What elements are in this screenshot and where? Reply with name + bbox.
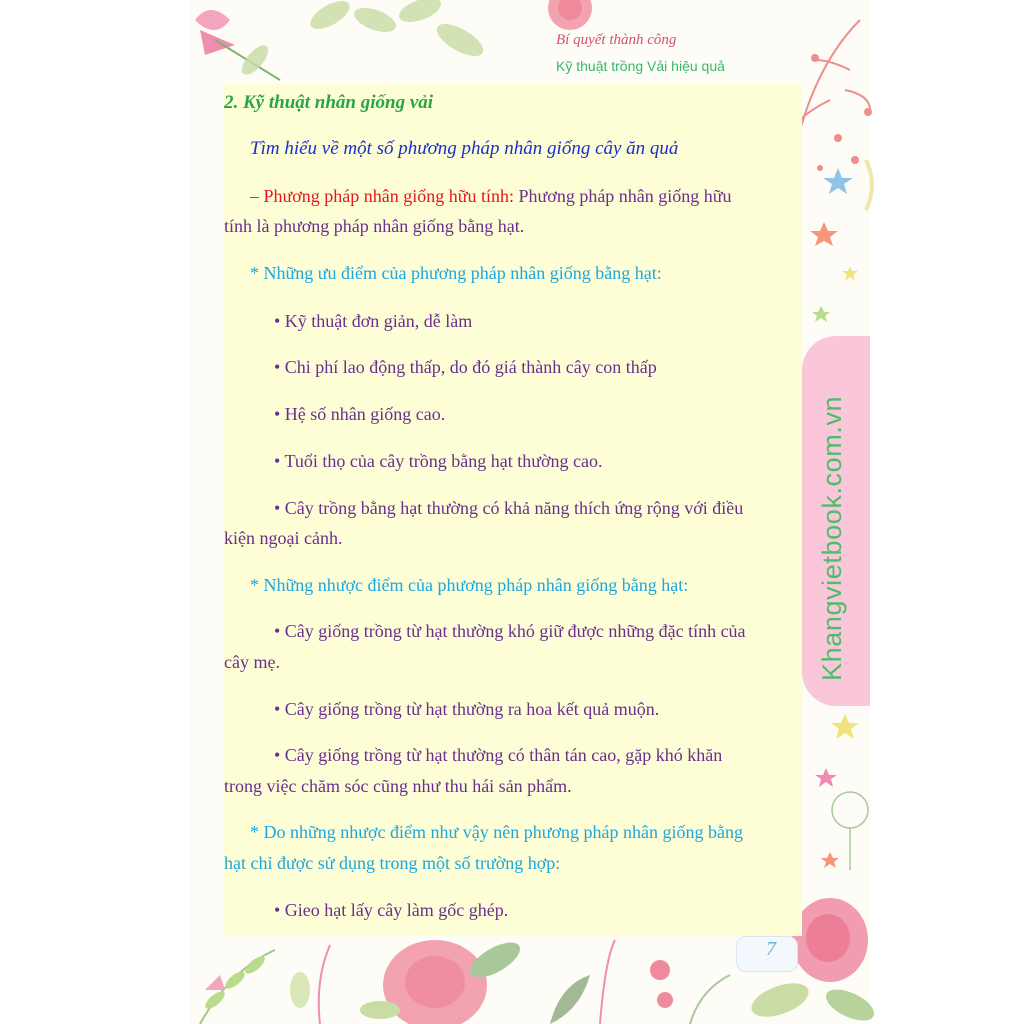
advantage-item-5-line-2: kiện ngoại cảnh. — [224, 528, 343, 548]
disadvantage-item-3-line-2: trong việc chăm sóc cũng như thu hái sản phẩm. — [224, 776, 572, 796]
disadvantages-heading: * Những nhược điểm của phương pháp nhân giống bằng hạt: — [250, 575, 689, 595]
intro-lead: – Phương pháp nhân giống hữu tính: — [250, 186, 515, 206]
advantage-item: • Tuổi thọ của cây trồng bằng hạt thường cao. — [274, 451, 603, 471]
usage-item: • Gieo hạt lấy cây làm gốc ghép. — [274, 900, 509, 920]
intro-line-1 — [224, 181, 802, 211]
pink-flower-icon — [195, 10, 280, 80]
advantage-item: • Hệ số nhân giống cao. — [274, 404, 446, 424]
usage-line-1: * Do những nhược điểm như vậy nên phương pháp nhân giống bằng — [250, 822, 743, 842]
arc-decoration — [866, 160, 872, 210]
advantage-item-5-line-1: • Cây trồng bằng hạt thường có khả năng thích ứng rộng với điều — [274, 498, 744, 518]
fern-icon — [200, 945, 330, 1024]
disadvantage-item-1-line-2: cây mẹ. — [224, 652, 280, 672]
intro-line-1-rest: Phương pháp nhân giống hữu — [514, 186, 732, 206]
website-watermark: Khangvietbook.com.vn — [817, 395, 847, 681]
center-rose-icon — [360, 936, 525, 1024]
intro-line-2: tính là phương pháp nhân giống bằng hạt. — [224, 216, 525, 236]
running-head-book-title: Kỹ thuật trồng Vải hiệu quả — [556, 58, 725, 74]
disadvantage-item-2: • Cây giống trồng từ hạt thường ra hoa kết quả muộn. — [274, 699, 660, 719]
page-number: 7 — [766, 938, 776, 960]
rose-icon — [548, 0, 592, 30]
advantage-item: • Kỹ thuật đơn giản, dễ làm — [274, 311, 473, 331]
disadvantage-item-1-line-1: • Cây giống trồng từ hạt thường khó giữ được những đặc tính của — [274, 621, 746, 641]
disadvantage-item-3-line-1: • Cây giống trồng từ hạt thường có thân tán cao, gặp khó khăn — [274, 745, 723, 765]
leaf-icon — [237, 0, 488, 79]
subheading: Tìm hiểu về một số phương pháp nhân giống cây ăn quả — [250, 138, 679, 159]
leaf-icon — [550, 940, 730, 1024]
usage-line-2: hạt chỉ được sử dụng trong một số trường hợp: — [224, 853, 561, 873]
advantage-item: • Chi phí lao động thấp, do đó giá thành cây con thấp — [274, 357, 657, 377]
coral-fern-icon — [800, 20, 870, 130]
running-head-series: Bí quyết thành công — [556, 32, 677, 48]
advantages-heading: * Những ưu điểm của phương pháp nhân giống bằng hạt: — [250, 263, 662, 283]
section-heading: 2. Kỹ thuật nhân giống vải — [224, 92, 434, 113]
